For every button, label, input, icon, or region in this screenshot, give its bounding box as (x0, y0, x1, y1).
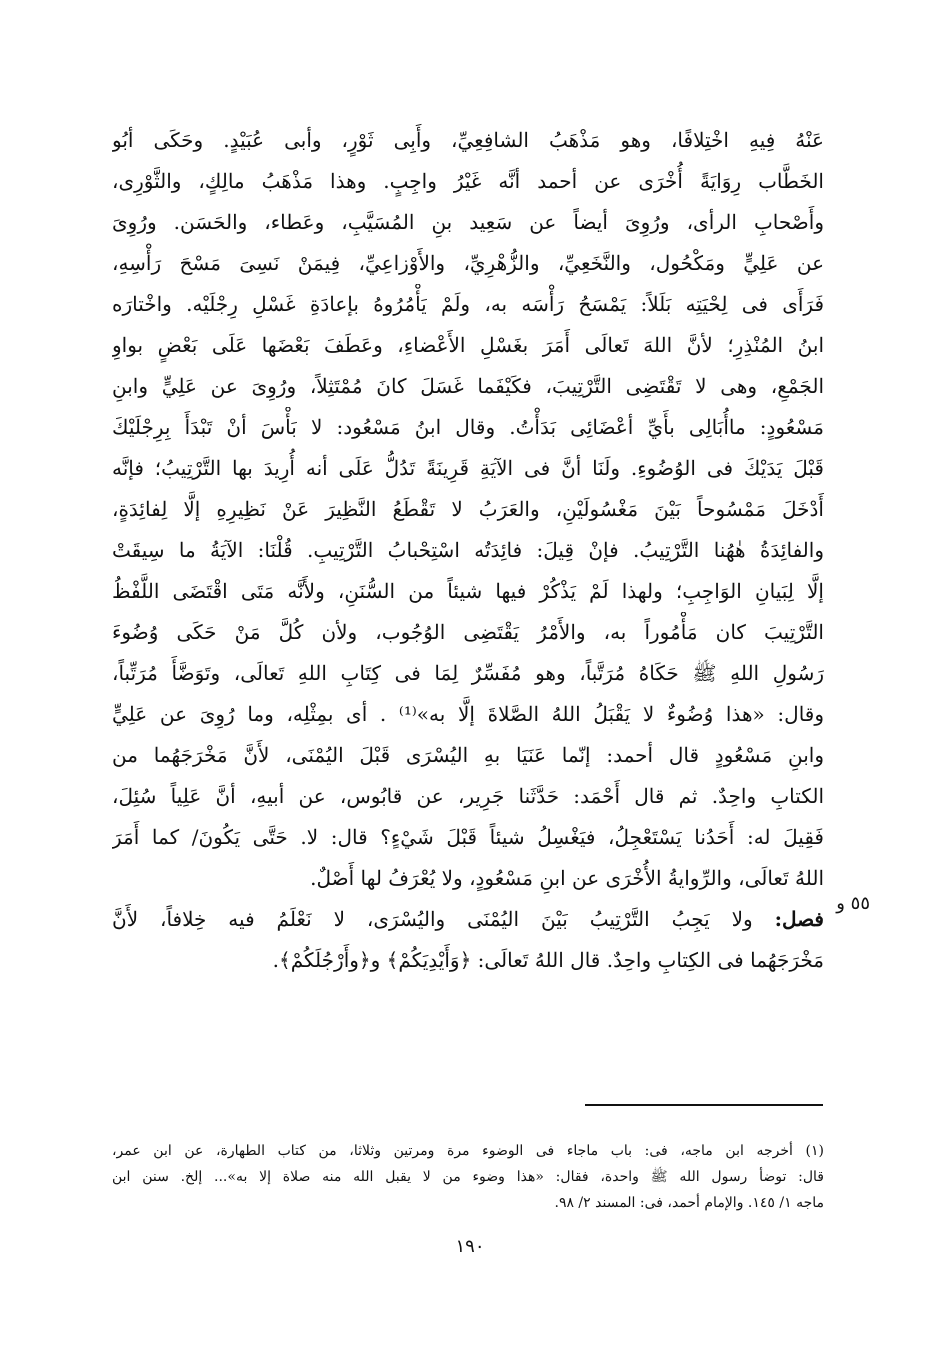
footnotes (112, 1138, 824, 1216)
text-line: فَقِيلَ له: أَحَدُنا يَسْتَعْجِلُ، فيَغْسِلُ شيئاً قَبْلَ شَيْءٍ؟ قال: لا. حَتَّى يَكُونَ/ كما أَمَرَ (112, 825, 824, 849)
text-line: مَسْعُودٍ: ماأُبَالِى بأَيِّ أعْضَائِى بَدَأْتُ. وقال ابنُ مَسْعُود: لا بَأْسَ أنْ تَبْدَأَ بِرِجْلَيْكَ (112, 415, 824, 439)
text-line: ابنُ المُنْذِرِ؛ لأنَّ اللهَ تَعالَى أَمَرَ بغَسْلِ الأَعْضاءِ، وعَطَفَ بَعْضَها عَلَى بَعْضٍ بواوِ (112, 333, 824, 357)
text-line: والفائِدَةُ هٰهُنا التَّرْتِيبُ. فإنْ قِيلَ: فائِدَتُه اسْتِحْبابُ التَّرْتِيبِ. قُلْنَا: الآيَةُ ما سِيقَتْ (112, 538, 824, 562)
text-line: أَدْخَلَ مَمْسُوحاً بَيْنَ مَغْسُولَيْنِ، والعَرَبُ لا تَقْطَعُ النَّظِيرَ عَنْ نَظِيرِهِ إلَّا لِفائِدَةٍ، (112, 497, 824, 521)
text-line: التَّرْتِيبَ كان مَأْمُوراً به، والأَمْرُ يَقْتَضِى الوُجُوب، ولأن كُلَّ مَنْ حَكَى وُضُوءَ (112, 620, 824, 644)
footnote-line: قال: توضأ رسول الله ﷺ واحدة، فقال: «هذا وضوء من لا يقبل الله منه صلاة إلا به»... إلخ. سنن ابن (112, 1169, 824, 1185)
footnote-line: ماجه ١/ ١٤٥. والإمام أحمد، فى: المسند ٢/ ٩٨. (554, 1195, 824, 1211)
text-line: وابنِ مَسْعُودٍ قال أحمد: إنّما عَنَيَا بهِ اليُسْرَى قَبْلَ اليُمْنَى، لأَنَّ مَخْرَجَهُما من (112, 743, 824, 767)
text-line: قَبْلَ يَدَيْكَ فى الوُضُوءِ. ولَنَا أنَّ فى الآيَةِ قَرِينَةً تَدُلُّ عَلَى أنه أُرِيدَ بها التَّرْتِيبُ؛ فإنَّه (112, 456, 824, 480)
page-number: ١٩٠ (455, 1236, 485, 1257)
text-line: وأَصْحابِ الرأى، ورُوِىَ أيضاً عن سَعِيد بنِ المُسَيَّبِ، وعَطاء، والحَسَن. ورُوِىَ (112, 210, 824, 234)
text-line: اللهُ تَعالَى، والرِّوايةُ الأُخْرَى عن ابنِ مَسْعُودٍ، ولا يُعْرَفُ لها أَصْلٌ. (310, 866, 824, 890)
fasl-line: مَخْرَجَهُما فى الكِتابِ واحِدٌ. قال اللهُ تَعالَى: ﴿وَأَيْدِيَكُمْ﴾ و﴿وأَرْجُلَكُمْ﴾. (272, 948, 824, 972)
margin-note: ٥٥ و (836, 893, 870, 914)
fasl-line (112, 899, 824, 940)
main-text (112, 120, 824, 981)
text-line: عن عَلِيٍّ ومَكْحُول، والنَّخَعِيِّ، والزُّهْرِيِّ، والأَوْزاعِيِّ، فِيمَنْ نَسِىَ مَسْحَ رَأْسِهِ، (112, 251, 824, 275)
text-line: وقال: «هذا وُضُوءٌ لا يَقْبَلُ اللهُ الصَّلاةَ إلَّا به»⁽¹⁾ . أى بمِثْلِه، وما رُوِىَ عن عَلِيٍّ (112, 702, 824, 726)
text-line: رَسُولِ اللهِ ﷺ حَكَاهُ مُرَتَّباً، وهو مُفَسِّرٌ لِمَا فى كِتَابِ اللهِ تَعالَى، وتَوَضَّأَ مُرَتِّباً، (112, 661, 824, 685)
text-line: الكتابِ واحِدٌ. ثم قال أَحْمَد: حَدَّثَنا جَرِير، عن قابُوس، عن أبيهِ، أنَّ عَلِياً سُئِلَ، (112, 784, 824, 808)
text-line: الجَمْعِ، وهى لا تَقْتَضِى التَّرْتِيبَ، فكَيْفَما غَسَلَ كانَ مُمْتَثِلاً، ورُوِىَ عن عَلِيٍّ وابنِ (112, 374, 824, 398)
footnote-line: (١) أخرجه ابن ماجه، فى: باب ماجاء فى الوضوء مرة ومرتين وثلاثا، من كتاب الطهارة، عن ابن عمر، (112, 1143, 824, 1159)
fasl-title: فصل: (774, 907, 824, 931)
text-line: فَرَأَى فى لِحْيَتِه بَلَلاً: يَمْسَحُ رَأْسَه به، ولَمْ يَأْمُرُوهُ بإعادَةِ غَسْلِ رِجْلَيْه. واخْتارَه (112, 292, 824, 316)
footnote-divider (585, 1104, 823, 1106)
text-line: عَنْهُ فِيهِ اخْتِلافًا، وهو مَذْهَبُ الشافِعِيِّ، وأَبِى ثَوْرٍ، وأبى عُبَيْدٍ. وحَكَى أبُو (112, 128, 824, 152)
text-line: الخَطَّاب رِوَايَةً أُخْرَى عن أحمد أنَّه غَيْرُ واجِبٍ. وهذا مَذْهَبُ مالِكٍ، والثَّوْرِى، (112, 169, 824, 193)
text-line: إلَّا لِبَيانِ الوَاجِبِ؛ ولهذا لَمْ يَذْكُرْ فيها شيئاً من السُّنَنِ، ولأَنَّه مَتَى اقْتَضَى اللَّفْظُ (112, 579, 824, 603)
fasl-text: ولا يَجِبُ التَّرْتِيبُ بَيْنَ اليُمْنَى واليُسْرَى، لا نَعْلَمُ فيه خِلافاً، لأَنَّ (112, 907, 753, 931)
